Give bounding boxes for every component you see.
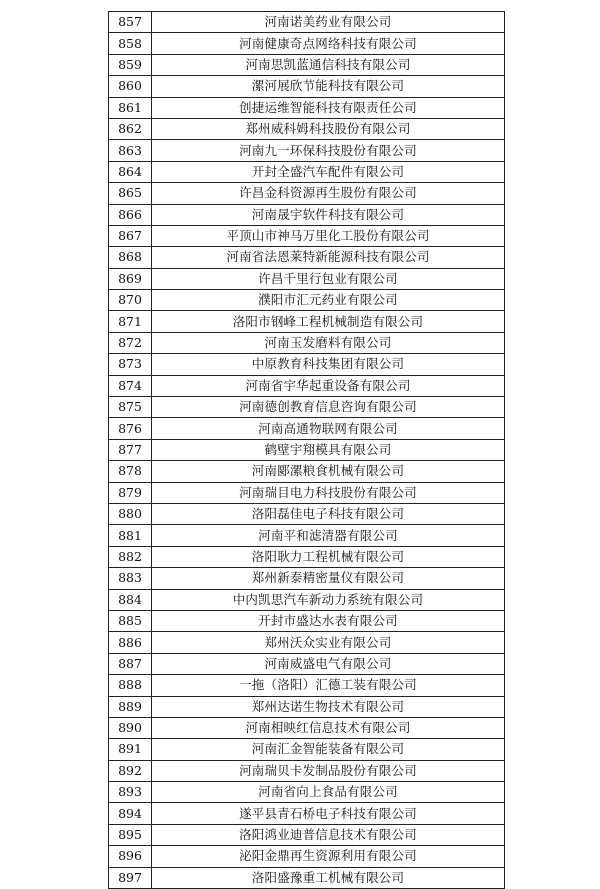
table-row	[109, 97, 505, 118]
table-row	[109, 482, 505, 503]
company-name: 河南晟宇软件科技有限公司	[152, 204, 505, 225]
company-name: 中内凯思汽车新动力系统有限公司	[152, 589, 505, 610]
row-number: 893	[109, 782, 152, 803]
row-number: 894	[109, 803, 152, 824]
company-name: 河南汇金智能装备有限公司	[152, 739, 505, 760]
row-number: 895	[109, 824, 152, 845]
table-row	[109, 247, 505, 268]
row-number: 880	[109, 503, 152, 524]
row-number: 885	[109, 610, 152, 631]
table-row	[109, 696, 505, 717]
table-row	[109, 568, 505, 589]
row-number: 857	[109, 12, 152, 33]
row-number: 871	[109, 311, 152, 332]
company-name: 河南郾漯粮食机械有限公司	[152, 461, 505, 482]
row-number: 865	[109, 183, 152, 204]
company-name: 平顶山市神马万里化工股份有限公司	[152, 225, 505, 246]
row-number: 867	[109, 225, 152, 246]
company-name: 河南省法恩莱特新能源科技有限公司	[152, 247, 505, 268]
table-row	[109, 760, 505, 781]
company-name: 漯河展欣节能科技有限公司	[152, 76, 505, 97]
row-number: 879	[109, 482, 152, 503]
table-row	[109, 782, 505, 803]
row-number: 889	[109, 696, 152, 717]
company-name: 郑州沃众实业有限公司	[152, 632, 505, 653]
row-number: 876	[109, 418, 152, 439]
row-number: 887	[109, 653, 152, 674]
row-number: 891	[109, 739, 152, 760]
company-name: 洛阳鸿业迪普信息技术有限公司	[152, 824, 505, 845]
company-name: 河南思凯蓝通信科技有限公司	[152, 54, 505, 75]
table-row	[109, 54, 505, 75]
company-name: 河南省向上食品有限公司	[152, 782, 505, 803]
table-row	[109, 653, 505, 674]
company-list-table	[108, 11, 505, 889]
table-row	[109, 204, 505, 225]
table-row	[109, 140, 505, 161]
table-row	[109, 33, 505, 54]
company-name: 郑州威科姆科技股份有限公司	[152, 118, 505, 139]
company-name: 洛阳市钢峰工程机械制造有限公司	[152, 311, 505, 332]
table-row	[109, 418, 505, 439]
company-name: 洛阳盛豫重工机械有限公司	[152, 867, 505, 888]
row-number: 882	[109, 546, 152, 567]
table-row	[109, 610, 505, 631]
company-name: 河南九一环保科技股份有限公司	[152, 140, 505, 161]
table-row	[109, 118, 505, 139]
company-name: 鹤壁宇翔模具有限公司	[152, 439, 505, 460]
row-number: 868	[109, 247, 152, 268]
company-name: 许昌金科资源再生股份有限公司	[152, 183, 505, 204]
table-row	[109, 867, 505, 888]
table-row	[109, 268, 505, 289]
company-name: 郑州达诺生物技术有限公司	[152, 696, 505, 717]
row-number: 890	[109, 717, 152, 738]
row-number: 884	[109, 589, 152, 610]
row-number: 864	[109, 161, 152, 182]
row-number: 862	[109, 118, 152, 139]
row-number: 860	[109, 76, 152, 97]
table-row	[109, 311, 505, 332]
row-number: 886	[109, 632, 152, 653]
row-number: 875	[109, 397, 152, 418]
company-name: 河南高通物联网有限公司	[152, 418, 505, 439]
row-number: 873	[109, 354, 152, 375]
company-name: 河南德创教育信息咨询有限公司	[152, 397, 505, 418]
table-row	[109, 439, 505, 460]
row-number: 870	[109, 290, 152, 311]
company-name: 郑州新泰精密量仪有限公司	[152, 568, 505, 589]
row-number: 869	[109, 268, 152, 289]
table-row	[109, 824, 505, 845]
table-row	[109, 12, 505, 33]
row-number: 896	[109, 846, 152, 867]
company-name: 洛阳磊佳电子科技有限公司	[152, 503, 505, 524]
table-row	[109, 632, 505, 653]
row-number: 878	[109, 461, 152, 482]
company-name: 濮阳市汇元药业有限公司	[152, 290, 505, 311]
company-name: 河南诺美药业有限公司	[152, 12, 505, 33]
row-number: 888	[109, 675, 152, 696]
company-name: 河南省宇华起重设备有限公司	[152, 375, 505, 396]
company-list-body	[109, 12, 505, 889]
table-row	[109, 183, 505, 204]
table-row	[109, 76, 505, 97]
table-row	[109, 461, 505, 482]
table-row	[109, 503, 505, 524]
row-number: 874	[109, 375, 152, 396]
table-row	[109, 846, 505, 867]
company-name: 许昌千里行包业有限公司	[152, 268, 505, 289]
row-number: 883	[109, 568, 152, 589]
company-name: 中原教育科技集团有限公司	[152, 354, 505, 375]
company-name: 开封全盛汽车配件有限公司	[152, 161, 505, 182]
company-list-sheet	[108, 11, 504, 889]
table-row	[109, 332, 505, 353]
company-name: 遂平县青石桥电子科技有限公司	[152, 803, 505, 824]
row-number: 863	[109, 140, 152, 161]
row-number: 872	[109, 332, 152, 353]
table-row	[109, 675, 505, 696]
company-name: 河南威盛电气有限公司	[152, 653, 505, 674]
company-name: 开封市盛达水表有限公司	[152, 610, 505, 631]
table-row	[109, 397, 505, 418]
row-number: 866	[109, 204, 152, 225]
table-row	[109, 717, 505, 738]
company-name: 河南瑞目电力科技股份有限公司	[152, 482, 505, 503]
company-name: 创捷运维智能科技有限责任公司	[152, 97, 505, 118]
row-number: 858	[109, 33, 152, 54]
company-name: 洛阳耿力工程机械有限公司	[152, 546, 505, 567]
row-number: 861	[109, 97, 152, 118]
row-number: 877	[109, 439, 152, 460]
table-row	[109, 290, 505, 311]
company-name: 泌阳金鼎再生资源利用有限公司	[152, 846, 505, 867]
company-name: 河南相映红信息技术有限公司	[152, 717, 505, 738]
company-name: 河南平和滤清器有限公司	[152, 525, 505, 546]
row-number: 859	[109, 54, 152, 75]
row-number: 881	[109, 525, 152, 546]
table-row	[109, 161, 505, 182]
company-name: 河南玉发磨料有限公司	[152, 332, 505, 353]
table-row	[109, 375, 505, 396]
row-number: 897	[109, 867, 152, 888]
row-number: 892	[109, 760, 152, 781]
company-name: 河南健康奇点网络科技有限公司	[152, 33, 505, 54]
table-row	[109, 589, 505, 610]
table-row	[109, 803, 505, 824]
table-row	[109, 525, 505, 546]
table-row	[109, 739, 505, 760]
table-row	[109, 225, 505, 246]
company-name: 一拖（洛阳）汇德工装有限公司	[152, 675, 505, 696]
table-row	[109, 546, 505, 567]
table-row	[109, 354, 505, 375]
company-name: 河南瑞贝卡发制品股份有限公司	[152, 760, 505, 781]
